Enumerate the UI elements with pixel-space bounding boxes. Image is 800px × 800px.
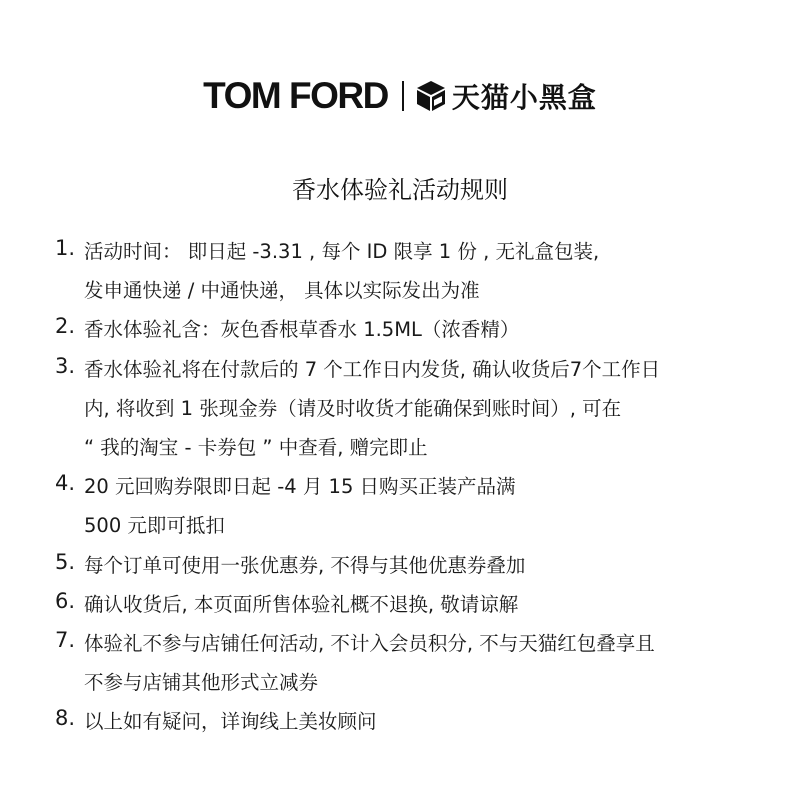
rule-text: 每个订单可使用一张优惠券, 不得与其他优惠券叠加: [84, 553, 526, 577]
rule-number: 2.: [55, 314, 76, 339]
logo-divider: [402, 81, 404, 111]
rule-number: 1.: [55, 236, 76, 260]
rule-text: 发申通快递 / 中通快递， 具体以实际发出为准: [84, 279, 480, 303]
tom-ford-logo: TOM FORD: [203, 75, 388, 116]
rule-number: 5.: [55, 549, 76, 574]
rule-text: 20 元回购券限即日起 -4 月 15 日购买正装产品满: [84, 475, 516, 499]
rule-number: 4.: [55, 471, 76, 496]
logo-row: [0, 74, 800, 118]
rule-number: 7.: [55, 628, 76, 652]
rule-number: 3.: [55, 353, 76, 378]
rule-number: 6.: [55, 588, 76, 613]
rule-text: 确认收货后, 本页面所售体验礼概不退换, 敬请谅解: [84, 592, 519, 616]
rule-text: 香水体验礼含：灰色香根草香水 1.5ML（浓香精）: [84, 318, 520, 342]
rule-text: 500 元即可抵扣: [84, 514, 225, 538]
rule-text: 香水体验礼将在付款后的 7 个工作日内发货, 确认收货后7个工作日: [84, 357, 661, 381]
rule-text: 活动时间： 即日起 -3.31 , 每个 ID 限享 1 份 , 无礼盒包装,: [84, 240, 600, 263]
rule-text: 内, 将收到 1 张现金券（请及时收货才能确保到账时间）, 可在: [84, 396, 622, 420]
rule-text: 体验礼不参与店铺任何活动, 不计入会员积分, 不与天猫红包叠享且: [84, 632, 655, 655]
rule-number: 8.: [55, 706, 76, 731]
tmall-box-icon: [414, 79, 448, 113]
rule-text: “ 我的淘宝 - 卡券包 ” 中查看, 赠完即止: [84, 436, 428, 459]
tmall-black-box-logo: 天猫小黑盒: [451, 81, 597, 114]
page-title: 香水体验礼活动规则: [292, 176, 508, 204]
rule-text: 以上如有疑问，详询线上美妆顾问: [84, 710, 377, 734]
rule-text: 不参与店铺其他形式立减券: [84, 671, 319, 695]
